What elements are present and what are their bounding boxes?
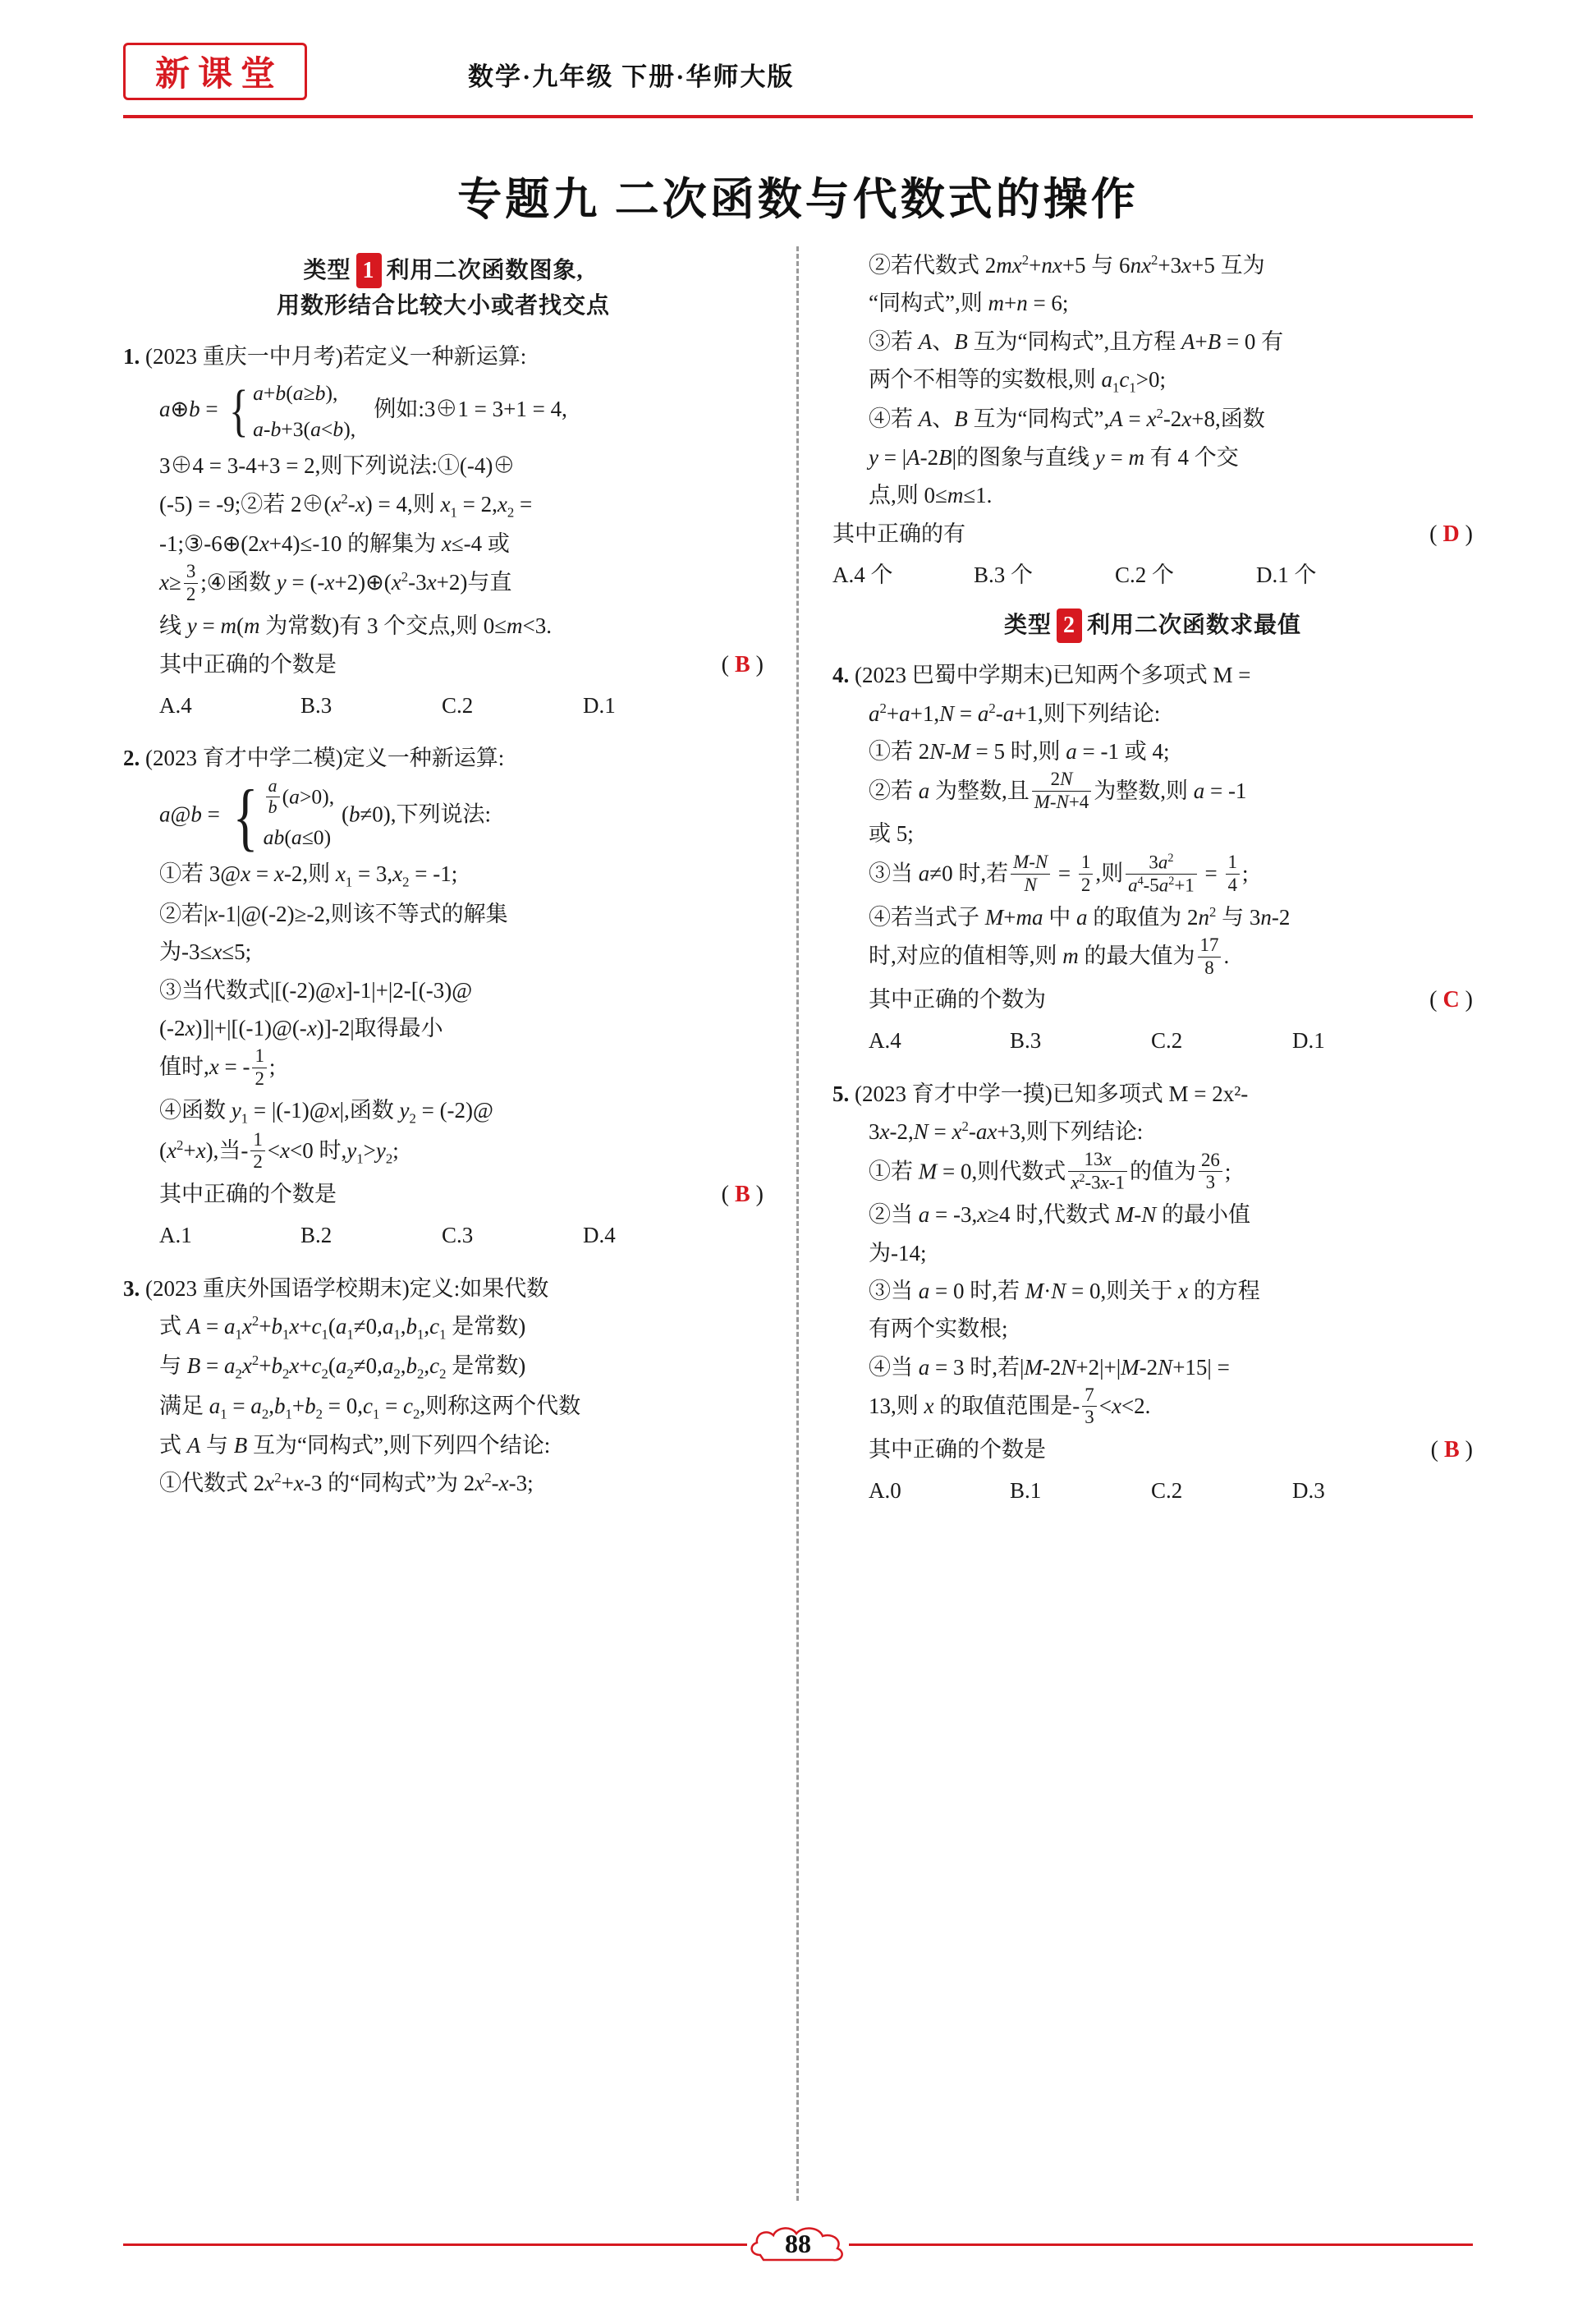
choice-a[interactable]: A.4	[159, 692, 192, 718]
problem-3-source: (2023 重庆外国语学校期末)定义:如果代数	[145, 1275, 549, 1301]
problem-3-line-5: 式 A 与 B 互为“同构式”,则下列四个结论:	[159, 1432, 551, 1458]
problem-1	[123, 338, 764, 725]
right-column	[832, 246, 1473, 2201]
choice-b[interactable]: B.1	[1010, 1478, 1042, 1504]
content-columns	[123, 246, 1473, 2201]
problem-3-line-6: ①代数式 $2x^2+x-3$ 的“同构式”为 $2x^2-x-3$;	[159, 1470, 534, 1496]
brand-logo	[123, 43, 307, 100]
problem-2-number: 2.	[123, 746, 140, 771]
problem-3-line-3: 与 $B = a_2x^2+b_2x+c_2(a_2\ne 0,a_2,b_2,c_2$ 是常数)	[159, 1352, 526, 1382]
problem-2-line-2: a@b = { $\frac{a}{b}$ (a>0), ab(a≤0) (b≠0),下列说法:	[159, 774, 491, 858]
problem-4-answer: ( C )	[1429, 987, 1473, 1013]
type-line-1: 利用二次函数图象,	[386, 258, 584, 283]
problem-5-line-5: 为-14;	[869, 1240, 927, 1265]
piecewise-brace: { a+b(a≥b), a-b+3(a<b),	[229, 379, 356, 443]
problem-5-line-7: 有两个实数根;	[869, 1316, 1008, 1342]
section-heading-type-1	[123, 253, 764, 324]
problem-5-prompt: 其中正确的个数是	[869, 1437, 1046, 1463]
type-2-text: 利用二次函数求最值	[1087, 613, 1302, 639]
choice-a[interactable]: A.0	[869, 1478, 901, 1504]
problem-4-line-8: 时,对应的值相等,则 m 的最大值为 $\frac{17}{8}$ .	[869, 935, 1230, 978]
problem-2-line-4: ②若|x-1|@(-2)≥-2,则该不等式的解集	[159, 901, 508, 926]
problem-2-line-6: ③当代数式|[(-2)@x]-1|+|2-[(-3)@	[159, 977, 473, 1003]
problem-3-line-2: 式 $A = a_1x^2+b_1x+c_1(a_1\ne 0,a_1,b_1,c_1$ 是常数)	[159, 1313, 526, 1343]
choice-c[interactable]: C.2	[1151, 1028, 1183, 1054]
problem-4-line-9	[832, 980, 1473, 1020]
problem-2-line-10: $(x^2+x)$,当- $\frac{1}{2}$ <x<0 时$,y_1>y_2$;	[159, 1129, 399, 1173]
problem-3	[123, 1270, 764, 1503]
problem-3-line-4: 满足 $a_1 = a_2,b_1+b_2 = 0,c_1 = c_2$,则称这两个代数	[159, 1393, 581, 1421]
type-label: 类型	[1003, 613, 1052, 639]
choice-c[interactable]: C.2	[1151, 1478, 1183, 1504]
page-footer	[0, 2225, 1596, 2262]
choice-a[interactable]: A.4 个	[832, 562, 893, 587]
choice-d[interactable]: D.4	[583, 1223, 616, 1248]
problem-3-choices	[832, 556, 1473, 594]
type-number: 2	[1057, 608, 1082, 643]
problem-2-prompt: 其中正确的个数是	[159, 1182, 337, 1207]
page-number: 88	[785, 2229, 811, 2258]
problem-4	[832, 656, 1473, 1059]
problem-1-choices	[123, 687, 764, 724]
problem-5-answer: ( B )	[1430, 1437, 1473, 1463]
page-header	[123, 43, 1473, 108]
problem-4-line-4: ②若 a 为整数,且 $\frac{2N}{M-N+4}$ 为整数,则 a = -1	[869, 769, 1247, 812]
choice-d[interactable]: D.3	[1292, 1478, 1325, 1504]
problem-5-line-9: 13,则 x 的取值范围是- $\frac{7}{3}$ <x<2.	[869, 1385, 1151, 1428]
problem-1-line-4: (-5) = -9;②若 $2\oplus(x^2-x) = 4$,则 $x_1 = 2,x_2$ =	[159, 490, 533, 521]
problem-3-prompt: 其中正确的有	[832, 521, 965, 546]
header-subject-line: 数学·九年级 下册·华师大版	[468, 62, 795, 91]
choice-d[interactable]: D.1	[583, 692, 616, 718]
problem-1-line-8	[123, 645, 764, 685]
problem-1-line-3: 3⊕4 = 3-4+3 = 2,则下列说法:①(-4)⊕	[159, 453, 516, 479]
type-line-2: 用数形结合比较大小或者找交点	[276, 293, 610, 319]
choice-b[interactable]: B.3	[300, 692, 332, 718]
problem-3-line-9: ③若 A、B 互为“同构式”,且方程 A+B = 0 有	[869, 328, 1284, 354]
problem-3-line-8: “同构式”,则 m+n = 6;	[869, 291, 1069, 316]
problem-5	[832, 1075, 1473, 1510]
problem-5-number: 5.	[832, 1081, 850, 1106]
problem-3-line-7: ②若代数式 $2mx^2+nx+5$ 与 $6nx^2+3x+5$ 互为	[869, 252, 1265, 278]
problem-2-source: (2023 育才中学二模)定义一种新运算:	[145, 746, 505, 771]
problem-1-line-7: 线 y = m(m 为常数)有 3 个交点,则 0≤m<3.	[159, 613, 553, 639]
problem-5-line-4: ②当 a = -3,x≥4 时,代数式 M-N 的最小值	[869, 1202, 1251, 1228]
choice-c[interactable]: C.2 个	[1115, 562, 1175, 587]
piecewise-brace: { $\frac{a}{b}$ (a>0), ab(a≤0)	[232, 774, 335, 858]
problem-4-number: 4.	[832, 663, 850, 688]
problem-1-line-2: a⊕b = { a+b(a≥b), a-b+3(a<b), 例如:3⊕1 = 3+1 = 4,	[123, 375, 764, 447]
problem-4-line-7: ④若当式子 M+ma 中 a 的取值为 $2n^2$ 与 3n-2	[869, 903, 1291, 930]
problem-5-source: (2023 育才中学一摸)已知多项式 M = 2x²-	[855, 1081, 1249, 1106]
problem-2-line-7: (-2x)]|+|[(-1)@(-x)]-2|取得最小	[159, 1015, 443, 1040]
problem-1-answer: ( B )	[721, 651, 764, 677]
problem-4-source: (2023 巴蜀中学期末)已知两个多项式 M =	[855, 663, 1251, 688]
problem-2-choices	[123, 1216, 764, 1254]
problem-2-line-9: ④函数 $y_1$ = |(-1)@x|,函数 $y_2$ = (-2)@	[159, 1098, 493, 1127]
choice-b[interactable]: B.2	[300, 1223, 332, 1248]
choice-c[interactable]: C.2	[442, 692, 474, 718]
problem-4-line-5: 或 5;	[869, 821, 914, 847]
problem-2-line-8: 值时,x = - $\frac{1}{2}$ ;	[159, 1045, 276, 1089]
problem-3-number: 3.	[123, 1275, 140, 1301]
type-label: 类型	[303, 258, 351, 283]
problem-4-prompt: 其中正确的个数为	[869, 987, 1046, 1013]
problem-3-continued	[832, 246, 1473, 594]
choice-b[interactable]: B.3	[1010, 1028, 1042, 1054]
header-divider	[123, 115, 1473, 118]
choice-a[interactable]: A.4	[869, 1028, 901, 1054]
problem-1-line-6: x≥ $\frac{3}{2}$ ;④函数 $y = (-x+2)\oplus(x^2-3x+2)$与直	[159, 561, 512, 604]
choice-b[interactable]: B.3 个	[974, 562, 1034, 587]
choice-c[interactable]: C.3	[442, 1223, 474, 1248]
section-heading-type-2	[832, 608, 1473, 643]
problem-2	[123, 739, 764, 1254]
problem-1-line-5: -1;③-6⊕(2x+4)≤-10 的解集为 x≤-4 或	[159, 531, 510, 557]
problem-2-line-11	[123, 1175, 764, 1215]
problem-3-line-13: 点,则 0≤m≤1.	[869, 483, 993, 508]
problem-3-answer: ( D )	[1429, 521, 1473, 547]
problem-2-line-5: 为-3≤x≤5;	[159, 939, 252, 965]
problem-1-source: (2023 重庆一中月考)若定义一种新运算:	[145, 343, 527, 369]
problem-5-line-10	[832, 1431, 1473, 1470]
problem-5-line-3: ①若 M = 0,则代数式 $\frac{13x}{x^2-3x-1}$ 的值为 $\frac{26}{3}$ ;	[869, 1149, 1231, 1193]
problem-5-line-2: $3x-2,N = x^2-ax+3$,则下列结论:	[869, 1118, 1144, 1145]
page-title: 专题九 二次函数与代数式的操作	[457, 175, 1139, 224]
problem-3-line-10: 两个不相等的实数根,则 $a_1c_1>0$;	[869, 367, 1166, 396]
problem-2-answer: ( B )	[721, 1182, 764, 1208]
problem-4-line-2: $a^2+a+1,N = a^2-a+1$,则下列结论:	[869, 700, 1161, 726]
problem-3-line-12: y = |A-2B|的图象与直线 y = m 有 4 个交	[869, 444, 1239, 470]
choice-d[interactable]: D.1	[1292, 1028, 1325, 1054]
problem-4-line-3: ①若 2N-M = 5 时,则 a = -1 或 4;	[869, 739, 1170, 765]
column-divider	[796, 246, 799, 2201]
problem-2-line-3: ①若 3@x = x-2,则 $x_1 = 3,x_2 = -1$;	[159, 861, 458, 890]
brand-logo-text: 新课堂	[154, 53, 283, 94]
problem-4-choices	[832, 1022, 1473, 1059]
problem-5-choices	[832, 1472, 1473, 1509]
problem-3-line-14	[832, 515, 1473, 554]
problem-5-line-6: ③当 a = 0 时,若 M·N = 0,则关于 x 的方程	[869, 1278, 1260, 1303]
left-column	[123, 246, 764, 2201]
choice-d[interactable]: D.1 个	[1256, 562, 1317, 587]
problem-1-number: 1.	[123, 343, 140, 369]
problem-4-line-6: ③当 a≠0 时,若 $\frac{M-N}{N}$ = $\frac{1}{2}$ ,则 $\frac{3a^2}{a^4-5a^2+1}$ = $\frac{1}{4}$ ;	[869, 851, 1249, 896]
type-number: 1	[356, 253, 382, 288]
choice-a[interactable]: A.1	[159, 1223, 192, 1248]
problem-5-line-8: ④当 a = 3 时,若|M-2N+2|+|M-2N+15| =	[869, 1354, 1230, 1380]
problem-1-prompt: 其中正确的个数是	[159, 651, 337, 677]
problem-3-line-11: ④若 A、B 互为“同构式”,A = $x^2-2x+8$,函数	[869, 406, 1265, 432]
